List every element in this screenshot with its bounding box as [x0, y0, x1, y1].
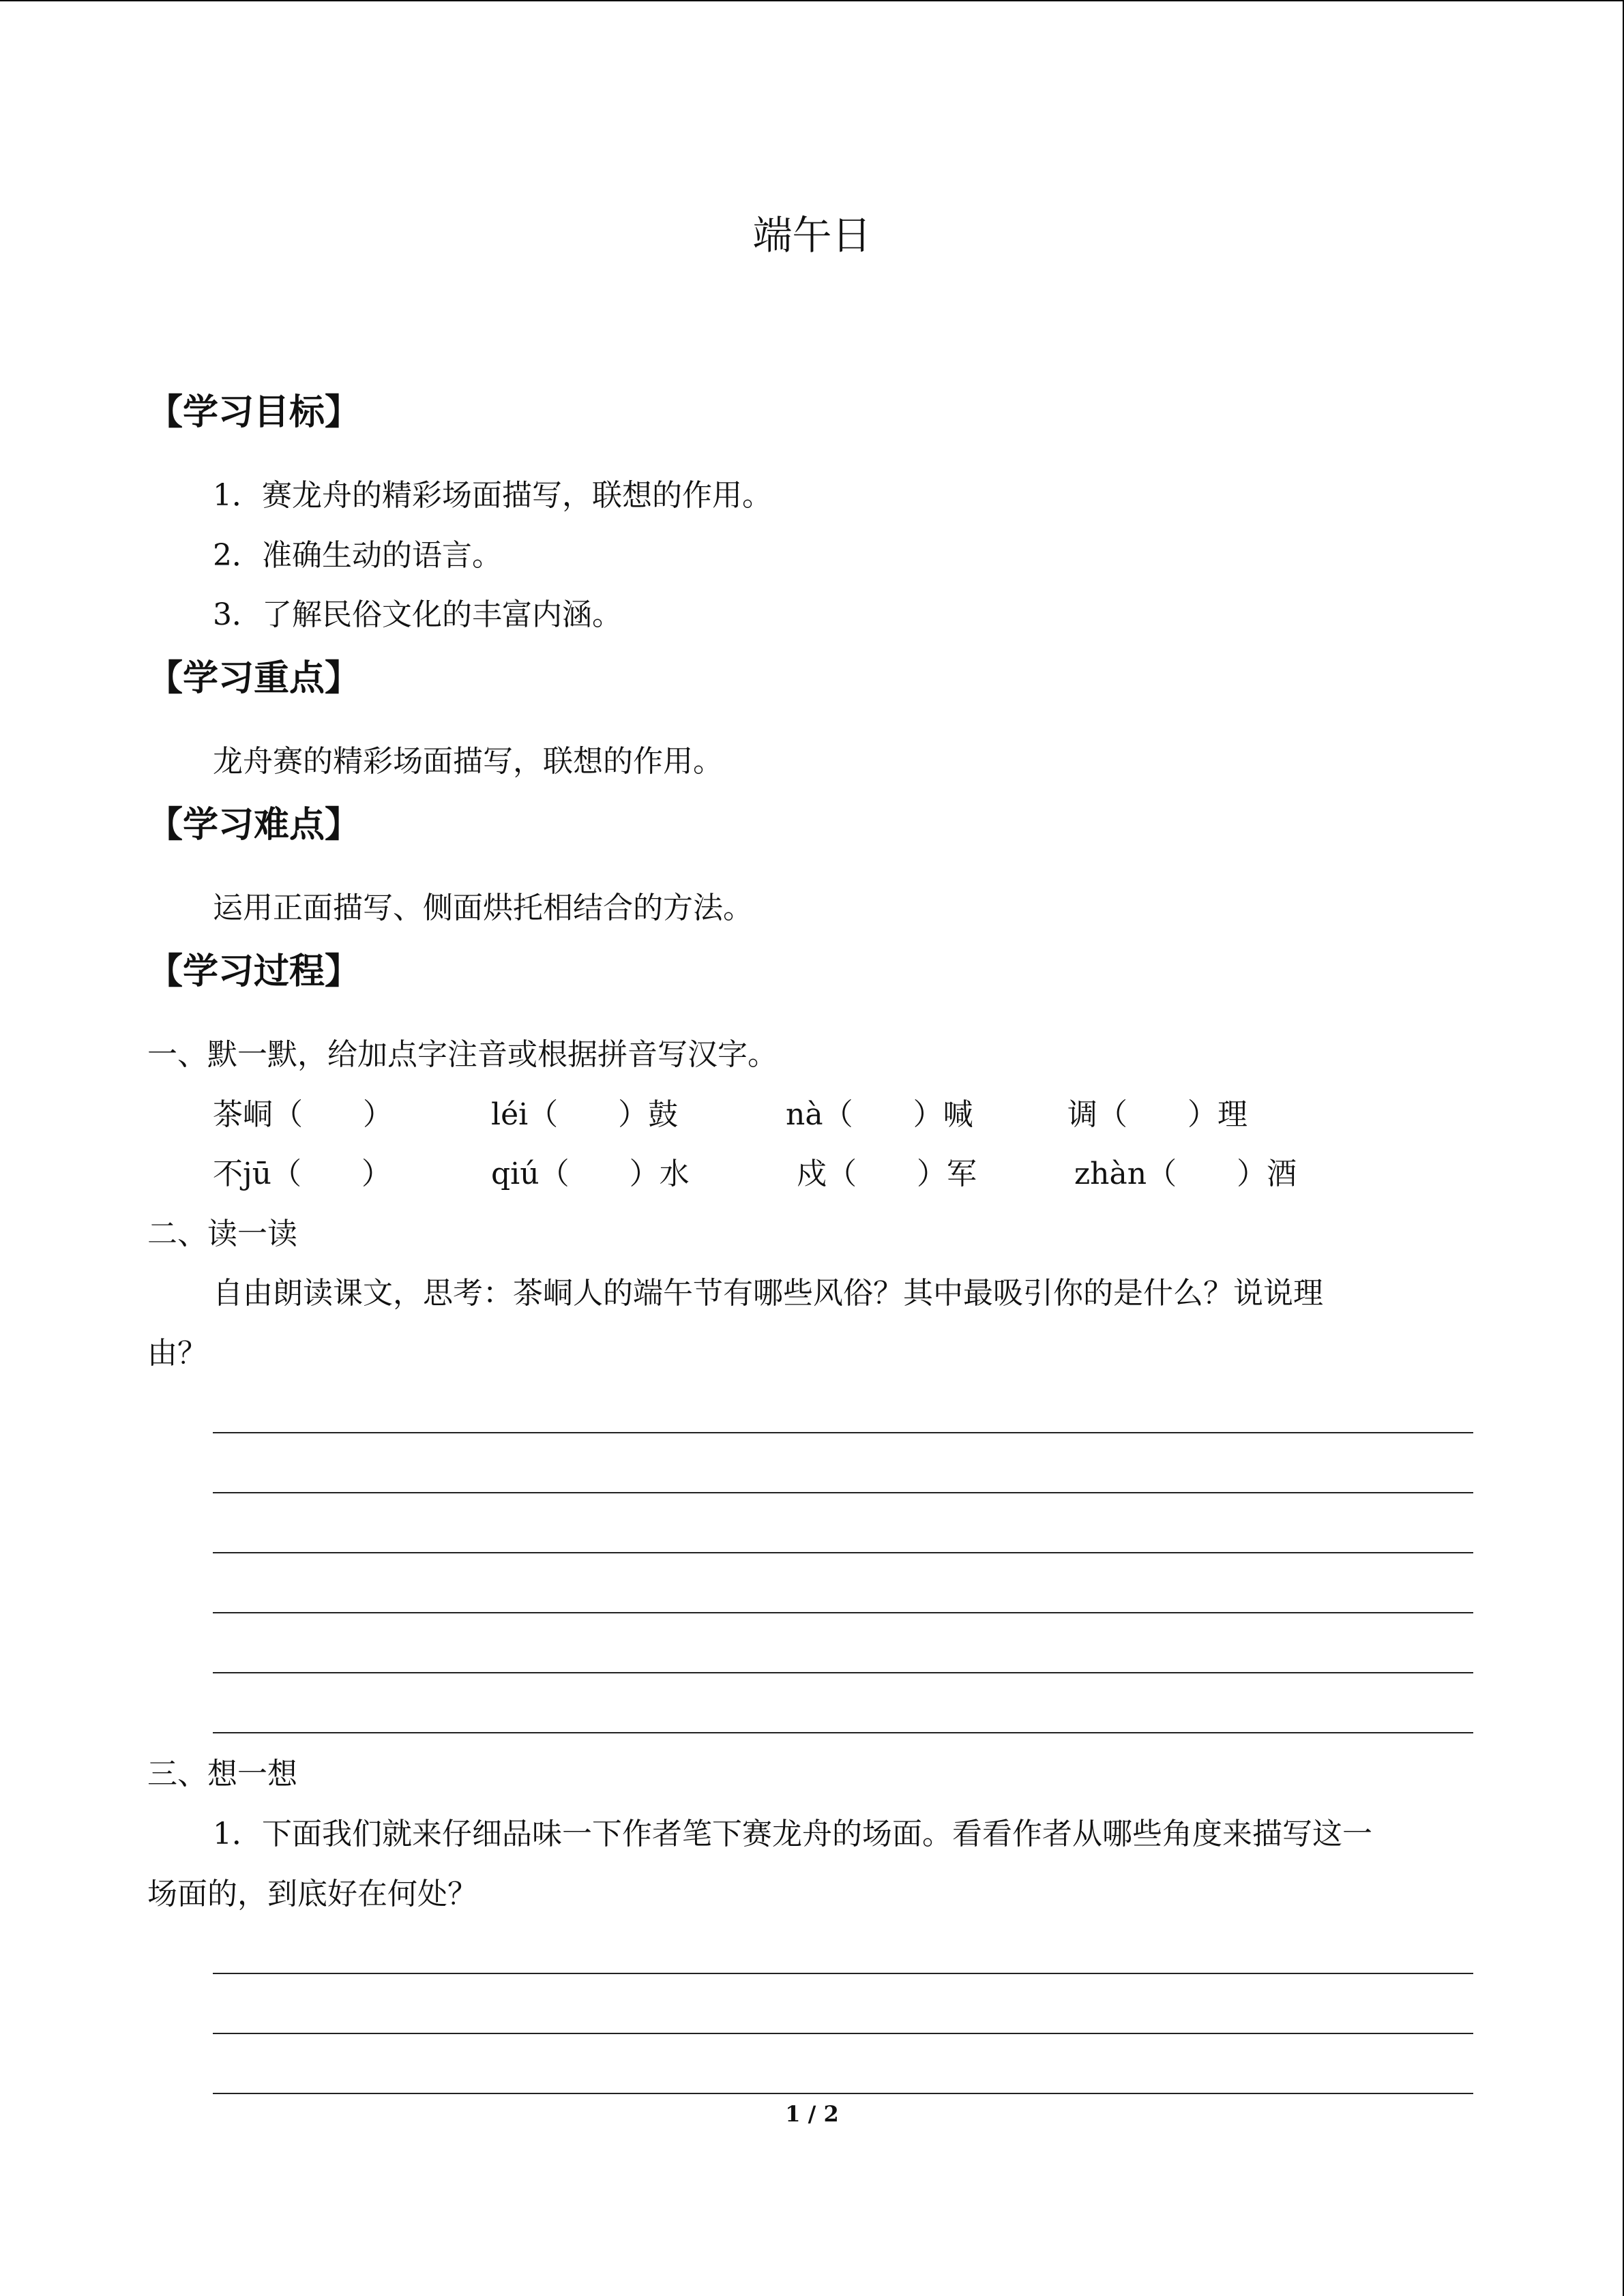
q1-item: 茶峒（ ）	[213, 1097, 393, 1132]
q1-item: nà（ ）喊	[786, 1097, 973, 1132]
difficulties-text: 运用正面描写、侧面烘托相结合的方法。	[213, 891, 753, 925]
q1-item: 不jū（ ）	[213, 1157, 392, 1191]
objectives-heading: 【学习目标】	[147, 392, 361, 433]
q2-title: 二、读一读	[147, 1217, 297, 1251]
q3-text-line-1: 1．下面我们就来仔细品味一下作者笔下赛龙舟的场面。看看作者从哪些角度来描写这一	[213, 1817, 1372, 1851]
difficulties-heading: 【学习难点】	[147, 805, 361, 846]
answer-line[interactable]	[213, 1552, 1473, 1553]
answer-line[interactable]	[213, 1492, 1473, 1493]
objective-item-3: 3．了解民俗文化的丰富内涵。	[213, 597, 622, 632]
answer-line[interactable]	[213, 1672, 1473, 1673]
q2-text-line-1: 自由朗读课文，思考：茶峒人的端午节有哪些风俗？其中最吸引你的是什么？说说理	[213, 1276, 1323, 1311]
objective-item-2: 2．准确生动的语言。	[213, 538, 502, 573]
q1-item: 戍（ ）军	[797, 1157, 977, 1191]
key-points-text: 龙舟赛的精彩场面描写，联想的作用。	[213, 744, 723, 779]
answer-line[interactable]	[213, 1432, 1473, 1433]
q1-item: zhàn（ ）酒	[1074, 1157, 1297, 1191]
answer-line[interactable]	[213, 2093, 1473, 2094]
q1-item: 调（ ）理	[1067, 1097, 1247, 1132]
page-title: 端午日	[752, 212, 872, 258]
q3-text-line-2: 场面的，到底好在何处？	[147, 1877, 477, 1911]
objective-item-1: 1．赛龙舟的精彩场面描写，联想的作用。	[213, 478, 772, 513]
q3-title: 三、想一想	[147, 1757, 297, 1791]
q2-text-line-2: 由？	[147, 1336, 207, 1371]
answer-line[interactable]	[213, 1612, 1473, 1613]
process-heading: 【学习过程】	[147, 951, 361, 992]
answer-line[interactable]	[213, 1973, 1473, 1974]
q1-title: 一、默一默，给加点字注音或根据拼音写汉字。	[147, 1037, 778, 1072]
answer-line[interactable]	[213, 2033, 1473, 2034]
q1-item: léi（ ）鼓	[491, 1097, 679, 1132]
answer-line[interactable]	[213, 1732, 1473, 1733]
q1-item: qiú（ ）水	[491, 1157, 690, 1191]
page-number: 1 / 2	[785, 2101, 839, 2127]
key-points-heading: 【学习重点】	[147, 658, 361, 699]
